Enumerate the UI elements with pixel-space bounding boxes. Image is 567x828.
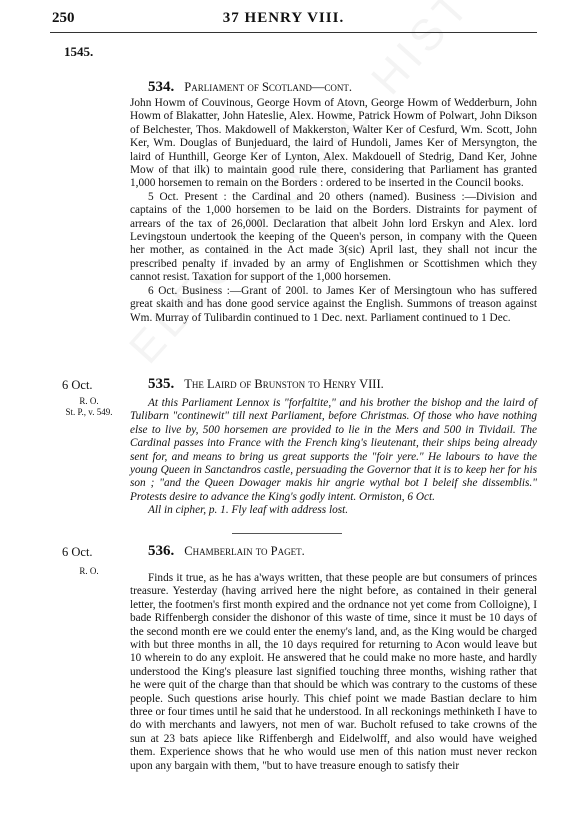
- entry-536-title: Chamberlain to Paget.: [184, 544, 305, 558]
- entry-536-paragraph-1: Finds it true, as he has a'ways written, that these people are but consumers of princes treasure. Yesterday (having arrived here the night before, as contained in their general letter, the footmen's first month expired and the ordnance not yet come from Colloigne), I bade Riffenbergh consider the dishonor of this waste of time, since it must be 10 days of the second month ere we could enter the enemy's land, and, as the King would be charged with but three months in all, the 10 days required for returning to Acon would leave but 10 wherein to do any exploit. He answered that he could make no more haste, and hardly understood the King's pleasure last signified touching three months, wishing rather that he were quit of the charge than that should be which was contrary to the customs of these people. Such questions arise hourly. This chief point we made Bastian declare to him three or four times until he said that he understood. In all reckonings methinketh I have to do with merchants and lawyers, not men of war. Bucholt refused to take crowns of the sun at 23 bats apiece like Riffenbergh and Eidelwolff, and also would have weighed them. Experience shows that he who would use men of this nation must never reckon upon any bargain with them, "but to have treasure enough to satisfy their: [130, 572, 537, 772]
- entry-535-ref-line-1: R. O.: [79, 396, 99, 406]
- entry-534-body: [130, 97, 537, 325]
- entry-536-reference: [50, 566, 128, 577]
- entry-534-number: 534.: [148, 79, 175, 95]
- entry-535-body: [130, 397, 537, 518]
- entry-534-paragraph-2: 5 Oct. Present : the Cardinal and 20 others (named). Business :—Division and captains of the 1,000 horsemen to be laid on the Borders. Distraints for payment of arrears of the tax of 26,000l. Declaration that albeit John lord Erskyn and Alex. lord Levingstoun undertook the keeping of the Queen's person, in company with the Queen her mother, as contained in the Act made 3(sic) April last, they shall not incur the prescribed penalty if invaded by an army of Englishmen or Scottishmen which they cannot resist. Taxation for support of the 1,000 horsemen.: [130, 190, 537, 284]
- entry-534-heading: [148, 79, 352, 96]
- entry-536-body: [130, 572, 537, 773]
- section-separator: [232, 533, 342, 534]
- entry-535-ref-line-2: St. P., v. 549.: [65, 407, 113, 417]
- entry-535-number: 535.: [148, 376, 175, 392]
- entry-535-paragraph-1: At this Parliament Lennox is "forfaltite," and his brother the bishop and the laird of Tulibarn "continewit" till next Parliament, before Christmas. Of those who have nothing else to live by, 500 horsemen are provided to lie in the Mers and 500 in Tividail. The Cardinal passes into France with the French king's lieutenant, their ships being already sent for, and means to bring us great supports the "foir yere." He labours to have the young Queen in Sanctandros castle, persuading the Governor that it is to keep her for his son ; "and the Queen Dowager makis hir angrie wythal bot I beleif she dissemblis." Protests desire to advance the King's godly intent. Ormiston, 6 Oct.: [130, 397, 537, 503]
- running-title: 37 HENRY VIII.: [222, 10, 345, 26]
- entry-534-title: Parliament of Scotland—cont.: [184, 80, 353, 94]
- entry-536-date: 6 Oct.: [62, 545, 93, 559]
- entry-535-paragraph-2: All in cipher, p. 1. Fly leaf with address lost.: [148, 504, 349, 517]
- entry-535-reference: [50, 396, 128, 418]
- running-head: [0, 8, 567, 36]
- year-margin: 1545.: [64, 44, 94, 59]
- entry-536-number: 536.: [148, 543, 175, 559]
- page-number: 250: [52, 10, 75, 26]
- header-rule: [50, 32, 537, 33]
- entry-536-heading: [148, 543, 305, 560]
- entry-535-date: 6 Oct.: [62, 378, 93, 392]
- entry-535-heading: [148, 376, 384, 393]
- entry-534-paragraph-1: John Howm of Couvinous, George Hovm of Atovn, George Howm of Wedderburn, John Howm of Blakatter, John Hateslie, Alex. Howme, Patrick Howm of Polwart, John Dikson of Belchester, Thos. Makdowell of Makkerston, Walter Ker of Cesfurd, Wm. Scott, John Ker, Wm. Douglas of Bunjeduard, the laird of Hundoli, James Ker of Mersyngton, the laird of Hunthill, George Ker of Lynton, Alex. Makdouell of Stedrig, Dand Ker, Johne Mow of that ilk) to maintain good rule there, considering that Parliament has granted 1,000 horsemen to remain on the Borders : ordered to be inserted in the Council books.: [130, 97, 537, 190]
- entry-536-ref-line-1: R. O.: [79, 566, 99, 576]
- entry-535-title: The Laird of Brunston to Henry VIII.: [184, 377, 384, 391]
- entry-534-paragraph-3: 6 Oct. Business :—Grant of 200l. to James Ker of Mersingtoun who has suffered great skaith and has done good service against the English. Summons of treason against Wm. Murray of Tulibardin continued to 1 Dec. next. Parliament continued to 1 Dec.: [130, 284, 537, 324]
